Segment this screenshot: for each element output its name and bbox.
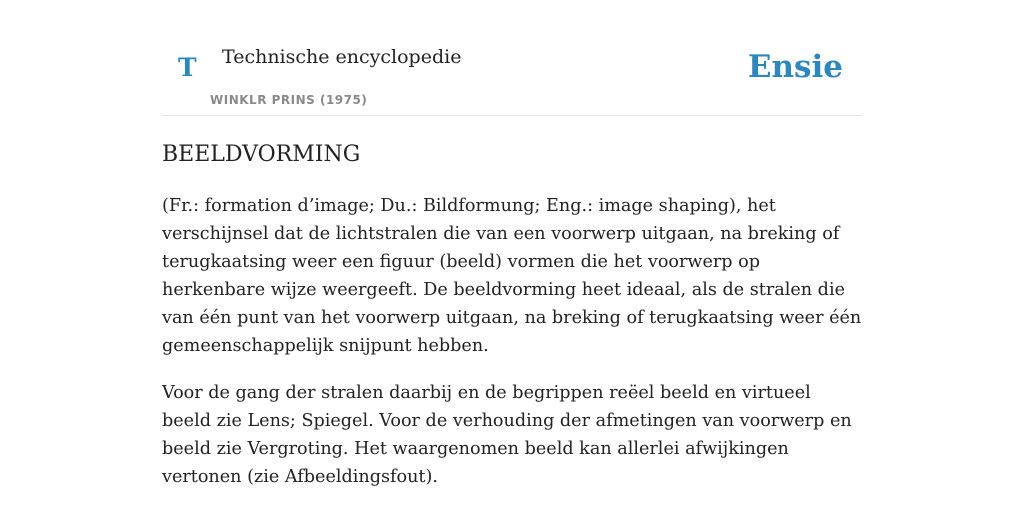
publication-source: WINKLR PRINS (1975) bbox=[210, 93, 368, 107]
publication-logo-icon[interactable]: T bbox=[178, 53, 197, 82]
header bbox=[162, 0, 862, 116]
page bbox=[162, 0, 862, 512]
ensie-logo-link[interactable]: Ensie bbox=[747, 49, 843, 85]
publication-title-link[interactable]: Technische encyclopedie bbox=[222, 46, 462, 68]
entry-paragraph: (Fr.: formation d’image; Du.: Bildformung; Eng.: image shaping), het verschijnsel dat de lichtstralen die van een voorwerp uitgaan, na breking of terugkaatsing weer een figuur (beeld) vormen die het voorwerp op herkenbare wijze weergeeft. De beeldvorming heet ideaal, als de stralen die van één punt van het voorwerp uitgaan, na breking of terugkaatsing weer één gemeenschappelijk snijpunt hebben. bbox=[162, 196, 862, 357]
entry-title: BEELDVORMING bbox=[162, 142, 361, 167]
entry-body bbox=[162, 192, 862, 491]
entry-paragraph: Voor de gang der stralen daarbij en de begrippen reëel beeld en virtueel beeld zie Lens; Spiegel. Voor de verhouding der afmetingen van voorwerp en beeld zie Vergroting. Het waargenomen beeld kan allerlei afwijkingen vertonen (zie Afbeeldingsfout). bbox=[162, 383, 852, 488]
